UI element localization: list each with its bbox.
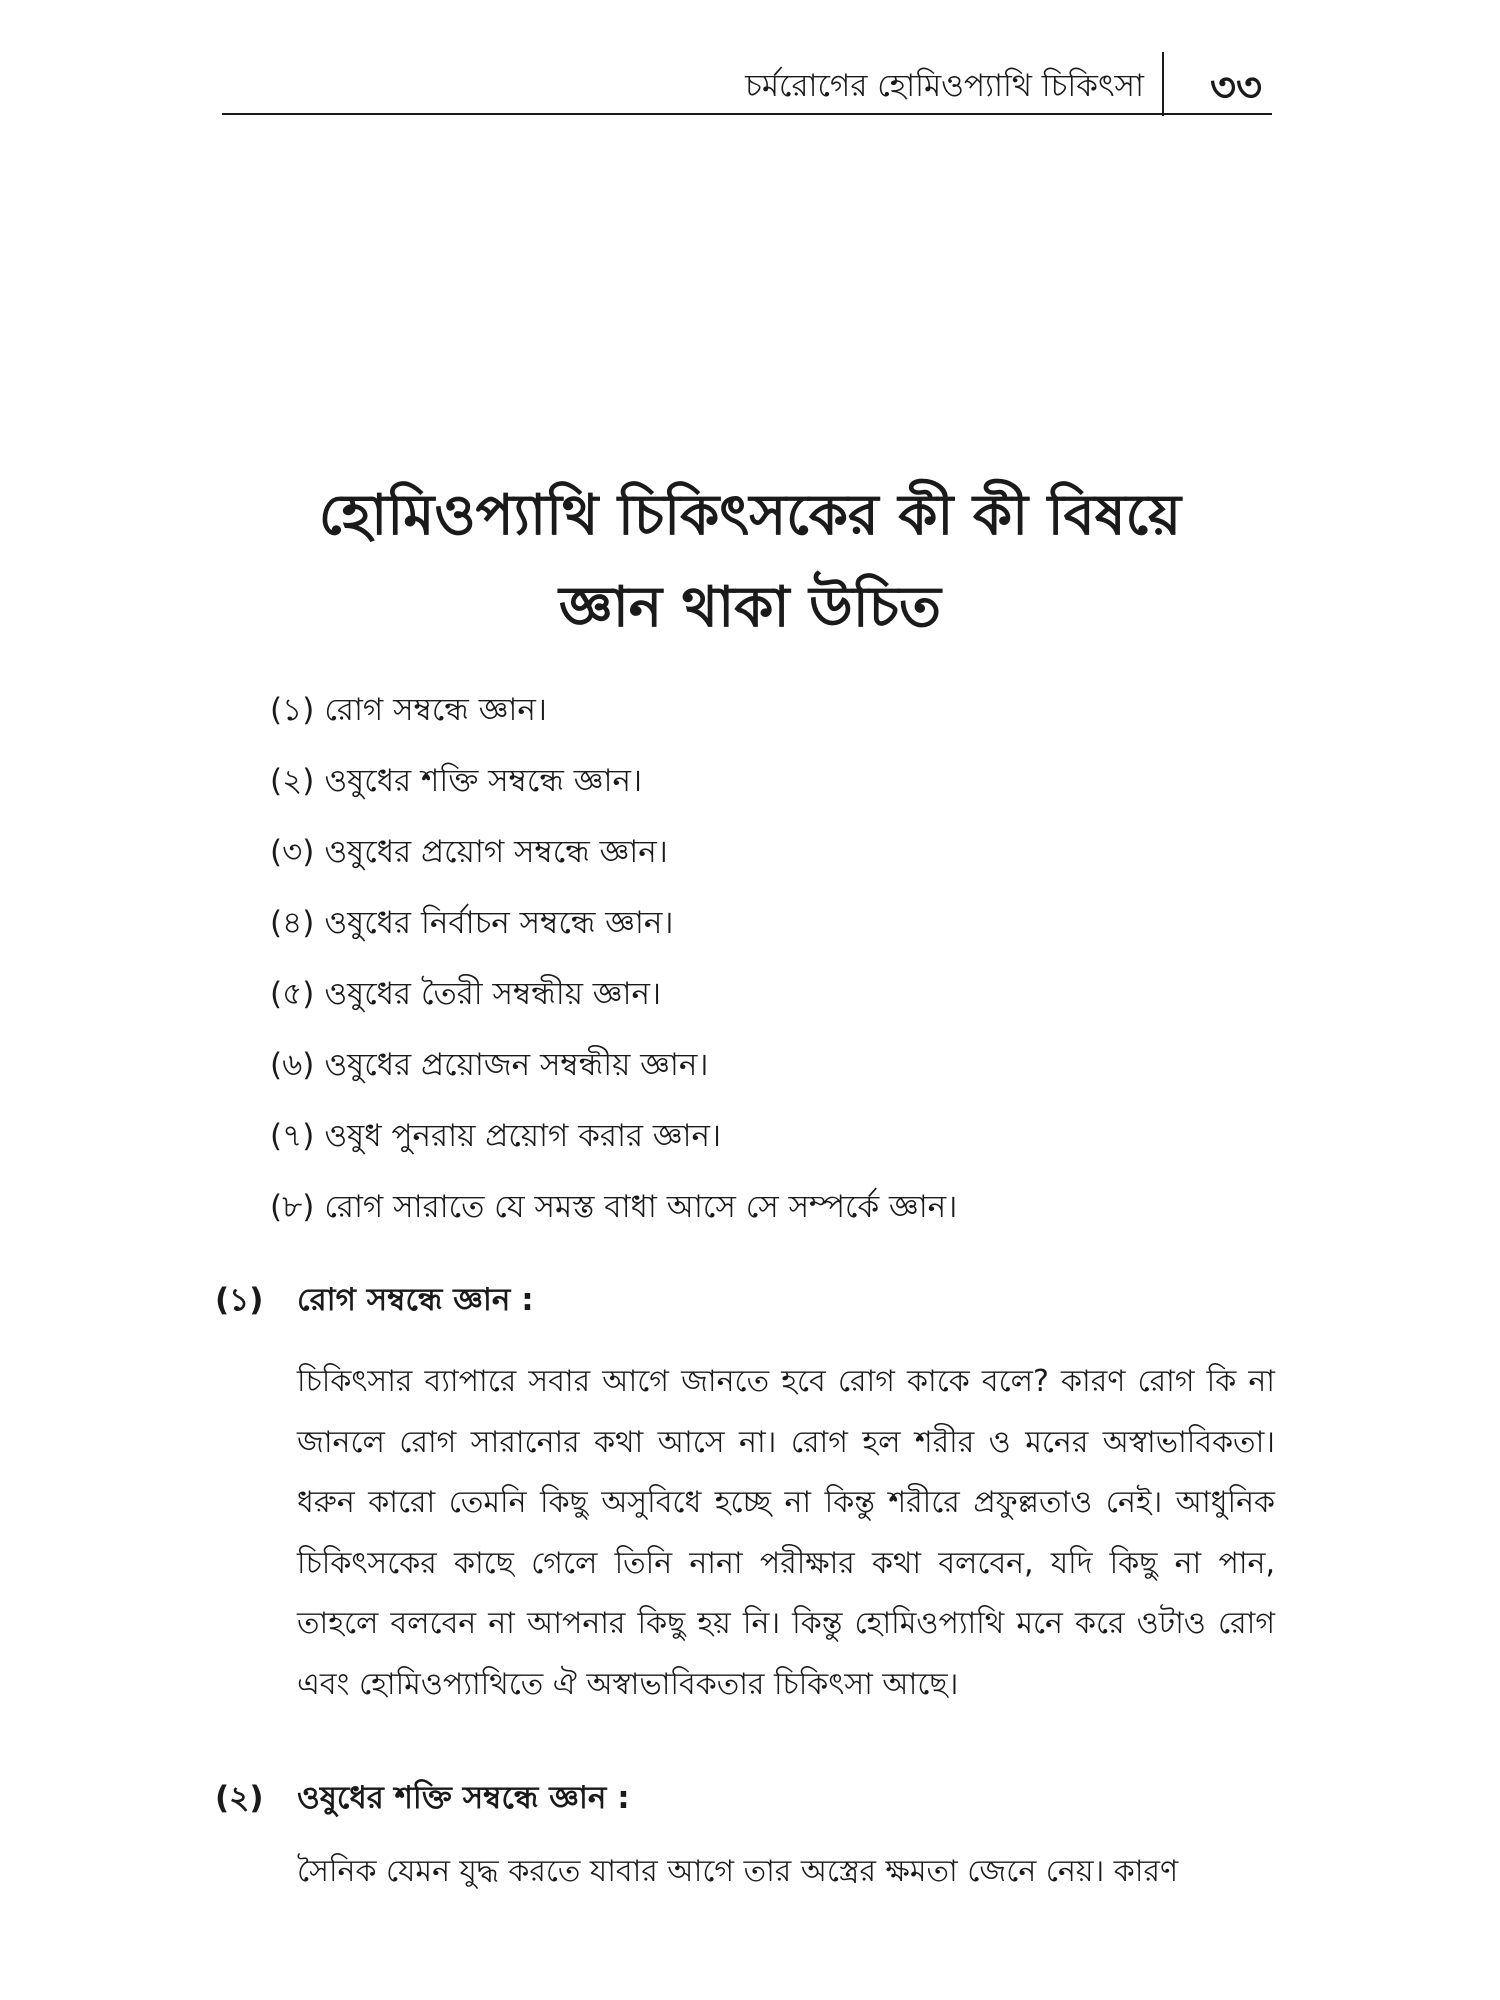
page-number: ৩৩ (1209, 65, 1262, 111)
topic-list (270, 675, 1270, 1243)
topic-text: ওষুধের তৈরী সম্বন্ধীয় জ্ঞান। (324, 976, 662, 1012)
topic-list-item (270, 1172, 1270, 1243)
topic-number: (৭) (270, 1118, 315, 1154)
section-paragraph: চিকিৎসার ব্যাপারে সবার আগে জানতে হবে রোগ কাকে বলে? কারণ রোগ কি না জানলে রোগ সারানোর কথা আসে না। রোগ হল শরীর ও মনের অস্বাভাবিকতা। ধরুন কারো তেমনি কিছু অসুবিধে হচ্ছে না কিন্তু শরীরে প্রফুল্লতাও নেই। আধুনিক চিকিৎসকের কাছে গেলে তিনি নানা পরীক্ষার কথা বলবেন, যদি কিছু না পান, তাহলে বলবেন না আপনার কিছু হয় নি। কিন্তু হোমিওপ্যাথি মনে করে ওটাও রোগ এবং হোমিওপ্যাথিতে ঐ অস্বাভাবিকতার চিকিৎসা আছে। (297, 1364, 1275, 1702)
section-number: (২) (215, 1780, 264, 1816)
section-paragraph: সৈনিক যেমন যুদ্ধ করতে যাবার আগে তার অস্ত্রের ক্ষমতা জেনে নেয়। কারণ (297, 1854, 1179, 1889)
section-medicine-potency-knowledge (215, 1768, 1275, 1903)
topic-text: ওষুধের নির্বাচন সম্বন্ধে জ্ঞান। (324, 905, 674, 941)
section-number: (১) (215, 1282, 264, 1318)
section-heading-text: ওষুধের শক্তি সম্বন্ধে জ্ঞান : (297, 1780, 630, 1816)
topic-text: ওষুধের প্রয়োজন সম্বন্ধীয় জ্ঞান। (324, 1047, 709, 1083)
topic-number: (৩) (270, 834, 315, 870)
header-divider (1162, 52, 1164, 116)
chapter-title-line-1: হোমিওপ্যাথি চিকিৎসকের কী কী বিষয়ে (318, 483, 1182, 548)
section-heading-text: রোগ সম্বন্ধে জ্ঞান : (297, 1282, 534, 1318)
header-rule (222, 113, 1272, 115)
topic-list-item (270, 1030, 1270, 1101)
section-heading (215, 1270, 1275, 1330)
topic-text: রোগ সম্বন্ধে জ্ঞান। (324, 692, 547, 728)
topic-text: ওষুধের শক্তি সম্বন্ধে জ্ঞান। (324, 763, 643, 799)
topic-number: (৪) (270, 905, 315, 941)
topic-number: (১) (270, 692, 315, 728)
topic-list-item (270, 746, 1270, 817)
topic-text: ওষুধ পুনরায় প্রয়োগ করার জ্ঞান। (324, 1118, 722, 1154)
chapter-title (150, 470, 1350, 654)
topic-number: (৫) (270, 976, 315, 1012)
topic-list-item (270, 888, 1270, 959)
topic-number: (৮) (270, 1189, 315, 1225)
section-heading (215, 1768, 1275, 1828)
topic-text: রোগ সারাতে যে সমস্ত বাধা আসে সে সম্পর্কে জ্ঞান। (324, 1189, 958, 1225)
topic-list-item (270, 959, 1270, 1030)
topic-number: (২) (270, 763, 315, 799)
topic-list-item (270, 675, 1270, 746)
running-header (222, 52, 1272, 112)
topic-list-item (270, 817, 1270, 888)
topic-list-item (270, 1101, 1270, 1172)
topic-text: ওষুধের প্রয়োগ সম্বন্ধে জ্ঞান। (324, 834, 668, 870)
chapter-title-line-2: জ্ঞান থাকা উচিত (558, 575, 942, 640)
running-title: চর্মরোগের হোমিওপ্যাথি চিকিৎসা (745, 68, 1144, 104)
topic-number: (৬) (270, 1047, 315, 1083)
section-disease-knowledge (215, 1270, 1275, 1715)
